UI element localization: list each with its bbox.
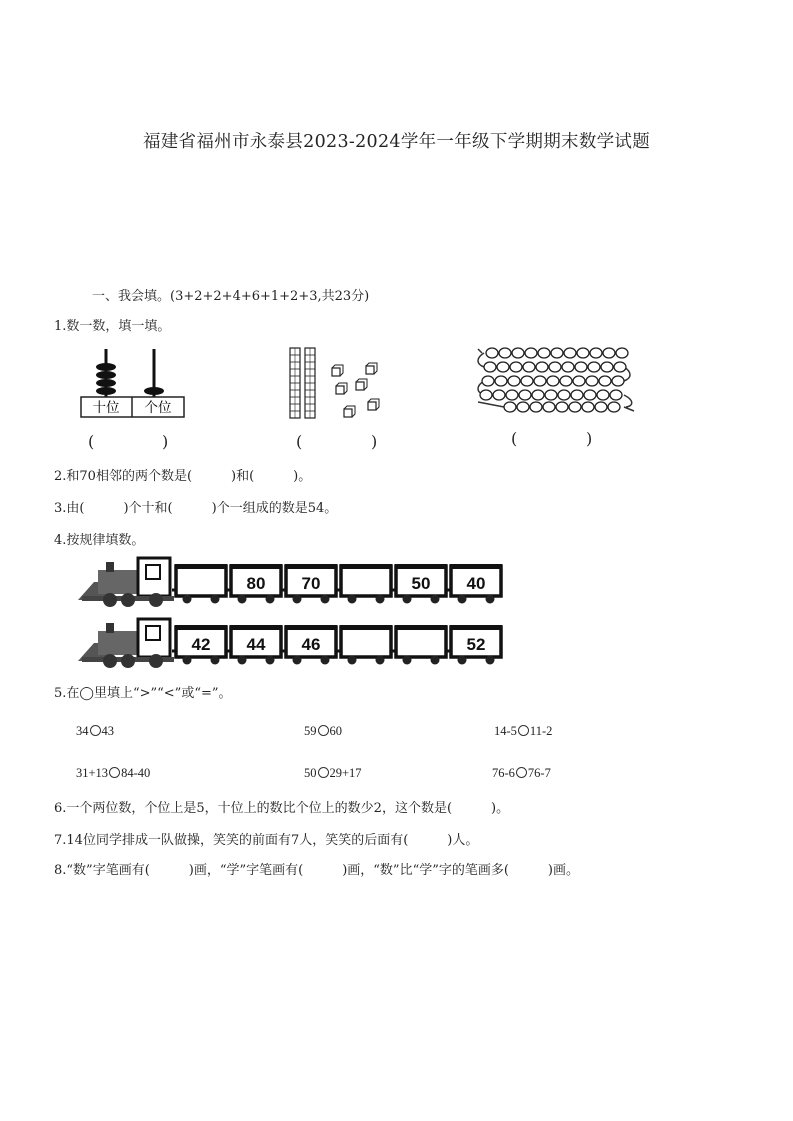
- car-wheel: [403, 595, 412, 604]
- bead: [525, 348, 537, 358]
- abacus-tens-label: 十位: [92, 400, 120, 416]
- bead: [480, 390, 492, 400]
- car-number: 52: [466, 635, 486, 654]
- train-car: [176, 566, 226, 596]
- bead: [599, 376, 611, 386]
- bead: [551, 348, 563, 358]
- question-8: 8.“数”字笔画有( )画，“学”字笔画有( )画，“数”比“学”字的笔画多( )画。: [54, 863, 580, 878]
- bead: [543, 402, 555, 412]
- train-car: [341, 627, 391, 657]
- car-number: 50: [411, 574, 431, 593]
- car-wheel: [211, 595, 220, 604]
- bead: [504, 402, 516, 412]
- section-heading: 一、我会填。(3+2+2+4+6+1+2+3,共23分): [92, 289, 370, 304]
- car-wheel: [266, 595, 275, 604]
- car-wheel: [431, 656, 440, 665]
- bead: [532, 390, 544, 400]
- bead: [545, 390, 557, 400]
- bead: [512, 348, 524, 358]
- bead: [601, 362, 613, 372]
- bead: [521, 376, 533, 386]
- bead: [603, 348, 615, 358]
- locomotive-boiler: [98, 631, 142, 655]
- train-car: [341, 566, 391, 596]
- bead: [573, 376, 585, 386]
- question-3: 3.由( )个十和( )个一组成的数是54。: [54, 501, 338, 516]
- bead: [547, 376, 559, 386]
- car-wheel: [431, 595, 440, 604]
- bead: [577, 348, 589, 358]
- bead: [549, 362, 561, 372]
- compare-circle[interactable]: [516, 767, 527, 778]
- abacus-bead: [96, 371, 116, 379]
- car-wheel: [293, 656, 302, 665]
- locomotive-boiler: [98, 570, 142, 594]
- car-wheel: [486, 656, 495, 665]
- bead: [530, 402, 542, 412]
- car-number: 42: [191, 635, 211, 654]
- car-wheel: [238, 595, 247, 604]
- locomotive-wheel: [149, 593, 163, 607]
- unit-cube: [344, 409, 352, 417]
- car-wheel: [266, 656, 275, 665]
- question-2: 2.和70相邻的两个数是( )和( )。: [54, 469, 312, 484]
- bead: [499, 348, 511, 358]
- train-2: [76, 613, 506, 669]
- bead: [482, 376, 494, 386]
- question-7: 7.14位同学排成一队做操，笑笑的前面有7人，笑笑的后面有( )人。: [54, 833, 479, 848]
- abacus-bead: [96, 379, 116, 387]
- car-wheel: [211, 656, 220, 665]
- bead: [586, 376, 598, 386]
- compare-circle[interactable]: [109, 767, 120, 778]
- compare-item: 76-6 76-7: [492, 766, 551, 780]
- compare-item: 50 29+17: [304, 766, 362, 780]
- bead: [508, 376, 520, 386]
- car-wheel: [376, 656, 385, 665]
- unit-cube: [366, 366, 374, 374]
- bead: [495, 376, 507, 386]
- answer-paren-close: ): [371, 432, 378, 451]
- bead: [519, 390, 531, 400]
- bead: [493, 390, 505, 400]
- car-wheel: [348, 656, 357, 665]
- car-wheel: [293, 595, 302, 604]
- bead: [575, 362, 587, 372]
- answer-paren-close: ): [586, 429, 593, 448]
- car-wheel: [183, 595, 192, 604]
- train-1: [76, 552, 506, 608]
- bead: [608, 402, 620, 412]
- bead: [558, 390, 570, 400]
- locomotive-wheel: [103, 593, 117, 607]
- bead: [564, 348, 576, 358]
- beads-figure: [474, 344, 636, 416]
- car-number: 40: [466, 574, 486, 593]
- bead: [510, 362, 522, 372]
- bead: [534, 376, 546, 386]
- compare-item: 14-5 11-2: [494, 724, 553, 738]
- page-title: 福建省福州市永泰县2023-2024学年一年级下学期期末数学试题: [142, 132, 651, 152]
- unit-cube: [368, 402, 376, 410]
- abacus-ones-label: 个位: [144, 400, 172, 416]
- bead: [560, 376, 572, 386]
- bead: [569, 402, 581, 412]
- bead: [538, 348, 550, 358]
- bead: [517, 402, 529, 412]
- bead: [584, 390, 596, 400]
- car-wheel: [238, 656, 247, 665]
- bead: [614, 362, 626, 372]
- car-wheel: [403, 656, 412, 665]
- car-wheel: [183, 656, 192, 665]
- bead: [612, 376, 624, 386]
- question-6: 6.一个两位数，个位上是5，十位上的数比个位上的数少2，这个数是( )。: [54, 801, 510, 816]
- bead: [616, 348, 628, 358]
- unit-cube: [336, 386, 344, 394]
- compare-circle[interactable]: [518, 725, 529, 736]
- answer-paren-open: (: [511, 429, 518, 448]
- question-5: 5.在◯里填上“>”“<”或“=”。: [54, 686, 232, 701]
- unit-cube: [332, 368, 340, 376]
- car-number: 80: [246, 574, 266, 593]
- abacus-bead: [144, 387, 164, 395]
- unit-cube: [356, 382, 364, 390]
- car-wheel: [376, 595, 385, 604]
- answer-paren-close: ): [162, 432, 169, 451]
- bead: [588, 362, 600, 372]
- bead: [571, 390, 583, 400]
- bead: [486, 348, 498, 358]
- compare-circle[interactable]: [318, 767, 329, 778]
- car-wheel: [458, 656, 467, 665]
- car-number: 44: [246, 635, 266, 654]
- car-wheel: [458, 595, 467, 604]
- car-wheel: [321, 595, 330, 604]
- car-wheel: [348, 595, 357, 604]
- locomotive-wheel: [121, 654, 135, 668]
- bead: [597, 390, 609, 400]
- train-car: [396, 627, 446, 657]
- bead: [523, 362, 535, 372]
- car-wheel: [486, 595, 495, 604]
- abacus-bead: [96, 387, 116, 395]
- bead: [562, 362, 574, 372]
- bead: [610, 390, 622, 400]
- question-4: 4.按规律填数。: [54, 533, 145, 548]
- compare-item: 31+13 84-40: [76, 766, 151, 780]
- abacus-bead: [96, 363, 116, 371]
- car-wheel: [321, 656, 330, 665]
- car-number: 70: [301, 574, 321, 593]
- car-number: 46: [301, 635, 321, 654]
- bead: [595, 402, 607, 412]
- bead: [484, 362, 496, 372]
- locomotive-wheel: [149, 654, 163, 668]
- bead: [497, 362, 509, 372]
- bead: [556, 402, 568, 412]
- bead: [506, 390, 518, 400]
- answer-paren-open: (: [88, 432, 95, 451]
- bead: [536, 362, 548, 372]
- compare-item: 59 60: [304, 724, 342, 738]
- bead: [590, 348, 602, 358]
- ten-blocks-figure: [284, 346, 384, 424]
- compare-item: 34 43: [76, 724, 114, 738]
- answer-paren-open: (: [296, 432, 303, 451]
- locomotive-wheel: [103, 654, 117, 668]
- compare-circle[interactable]: [318, 725, 329, 736]
- compare-circle[interactable]: [90, 725, 101, 736]
- question-1: 1.数一数，填一填。: [54, 319, 171, 334]
- bead: [582, 402, 594, 412]
- abacus-figure: [78, 345, 190, 420]
- locomotive-wheel: [121, 593, 135, 607]
